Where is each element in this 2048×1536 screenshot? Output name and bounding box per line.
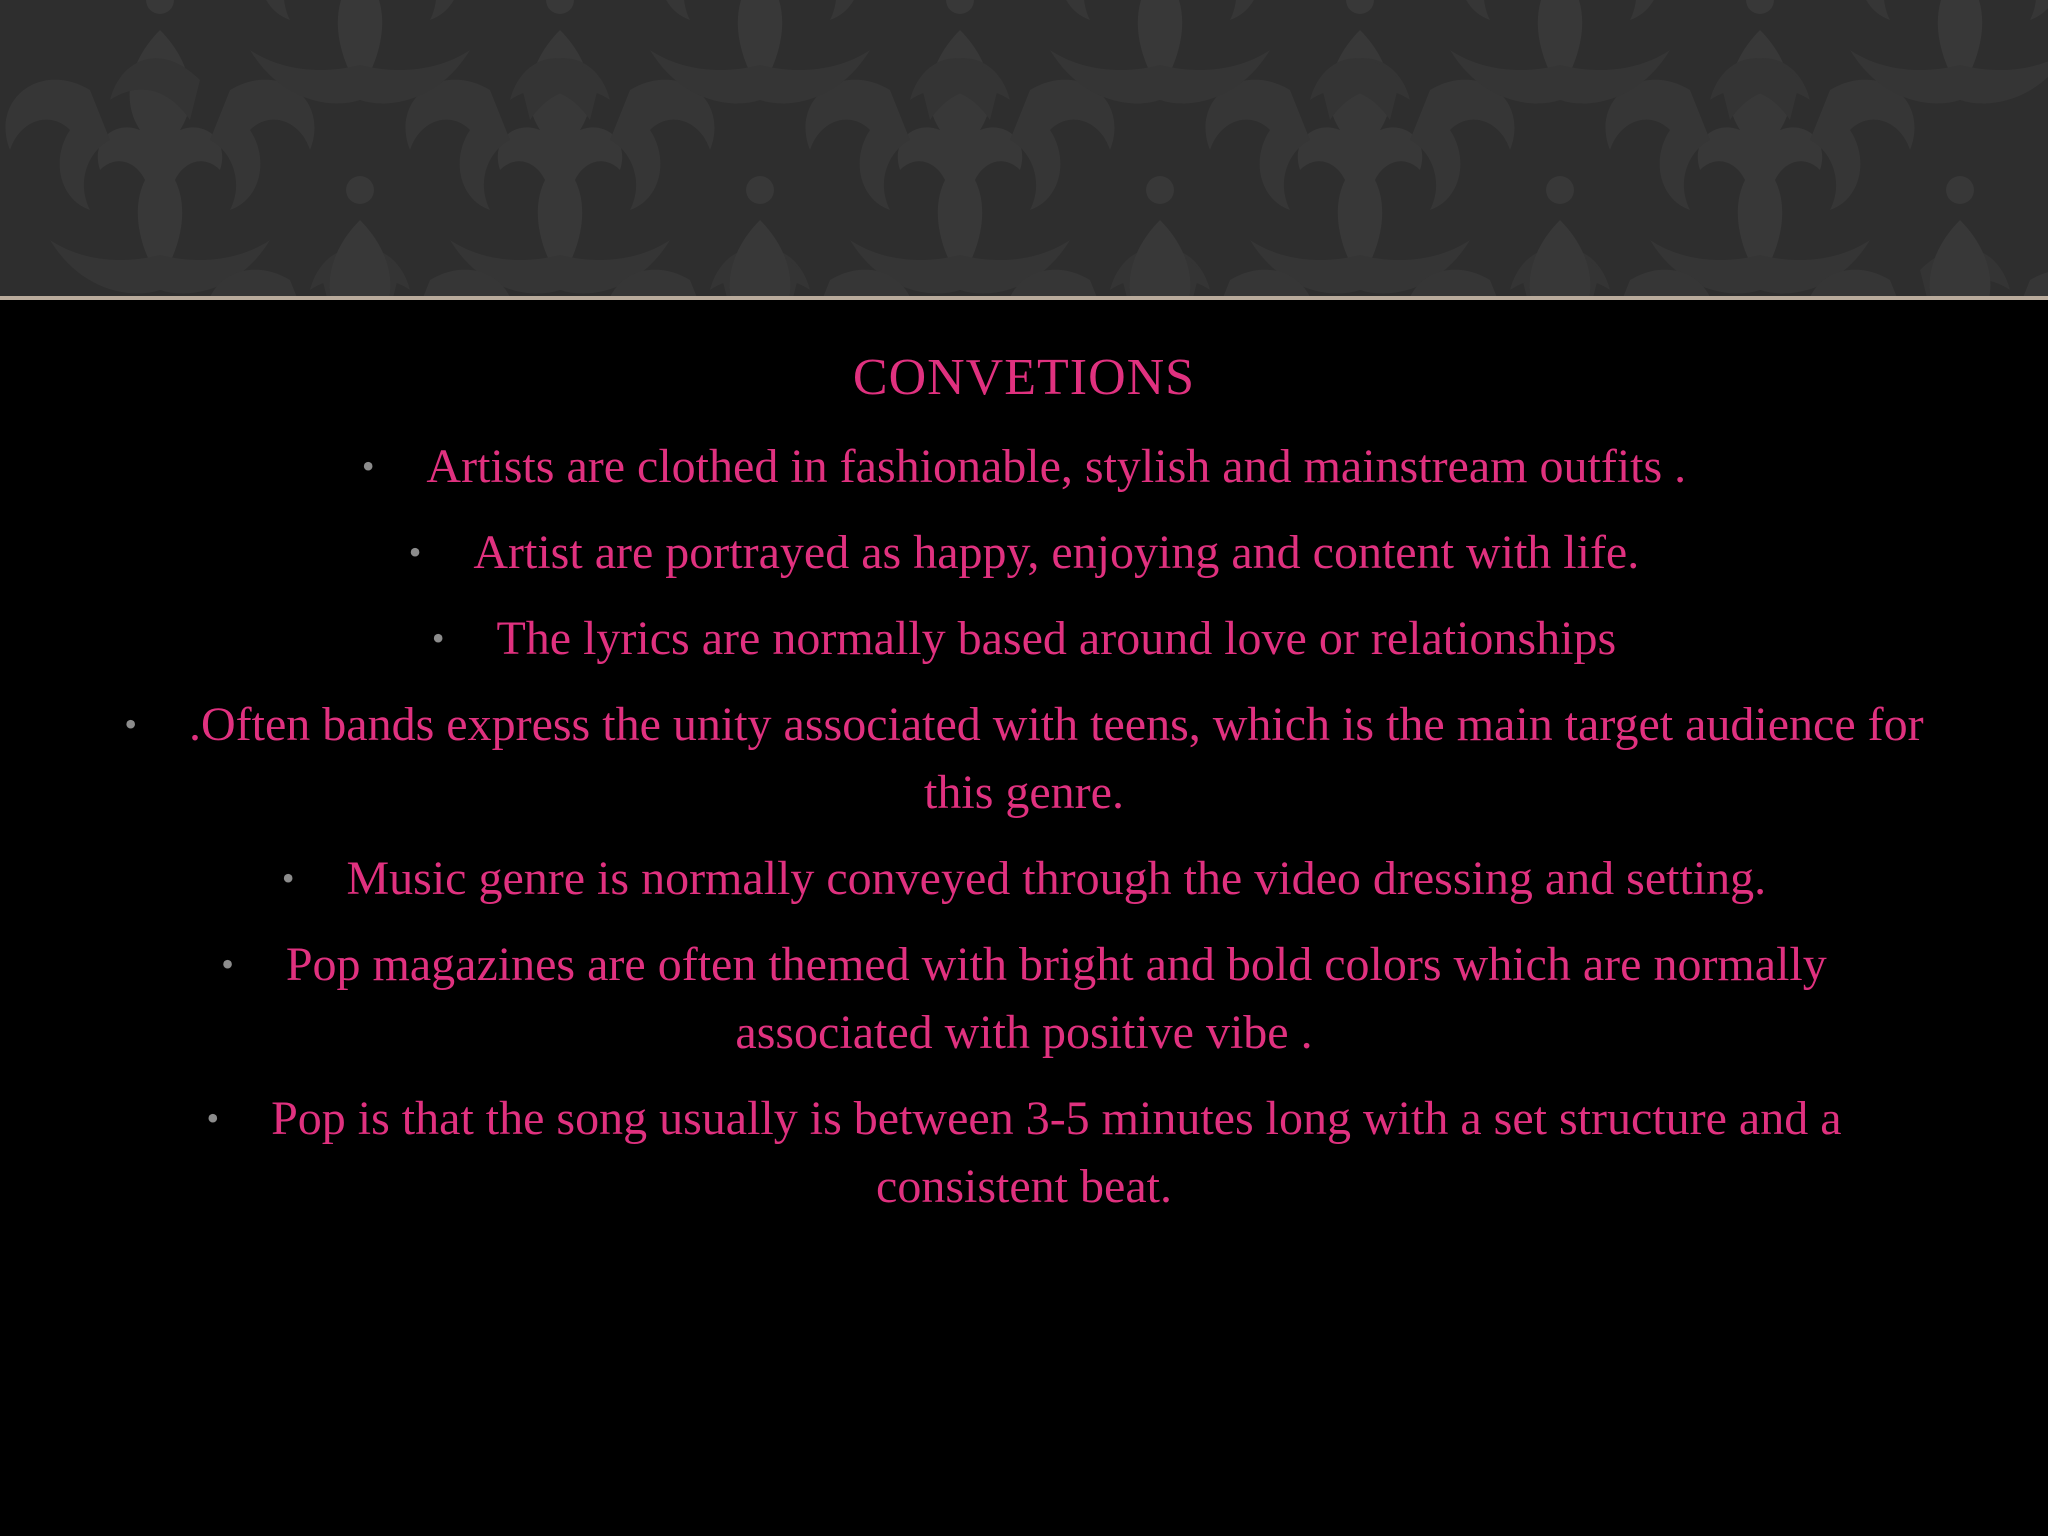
bullet-item xyxy=(120,1084,1928,1221)
bullet-text: Music genre is normally conveyed through the video dressing and setting. xyxy=(346,852,1767,905)
bullet-dot-icon: • xyxy=(221,944,234,984)
bullet-text: The lyrics are normally based around love or relationships xyxy=(496,612,1617,665)
damask-pattern-graphic xyxy=(0,0,2048,296)
banner-divider xyxy=(0,296,2048,300)
bullet-dot-icon: • xyxy=(361,446,375,486)
bullet-item xyxy=(120,604,1928,673)
bullet-dot-icon: • xyxy=(431,618,445,658)
bullet-list xyxy=(120,432,1928,1238)
bullet-item xyxy=(120,930,1928,1067)
bullet-item xyxy=(120,432,1928,501)
damask-banner xyxy=(0,0,2048,296)
bullet-text: Pop is that the song usually is between 3-5 minutes long with a set structure and a consistent beat. xyxy=(271,1092,1842,1213)
bullet-dot-icon: • xyxy=(206,1098,220,1138)
bullet-item xyxy=(120,844,1928,913)
bullet-dot-icon: • xyxy=(281,858,295,898)
slide-title: CONVETIONS xyxy=(852,349,1196,406)
bullet-text: Artists are clothed in fashionable, stylish and mainstream outfits . xyxy=(426,440,1687,493)
bullet-text: Artist are portrayed as happy, enjoying and content with life. xyxy=(473,526,1640,579)
bullet-dot-icon: • xyxy=(408,532,422,572)
bullet-item xyxy=(120,690,1928,827)
bullet-text: .Often bands express the unity associated with teens, which is the main target audience for this genre. xyxy=(189,698,1924,819)
bullet-item xyxy=(120,518,1928,587)
bullet-dot-icon: • xyxy=(124,704,137,744)
bullet-text: Pop magazines are often themed with bright and bold colors which are normally associated with positive vibe . xyxy=(285,938,1827,1059)
